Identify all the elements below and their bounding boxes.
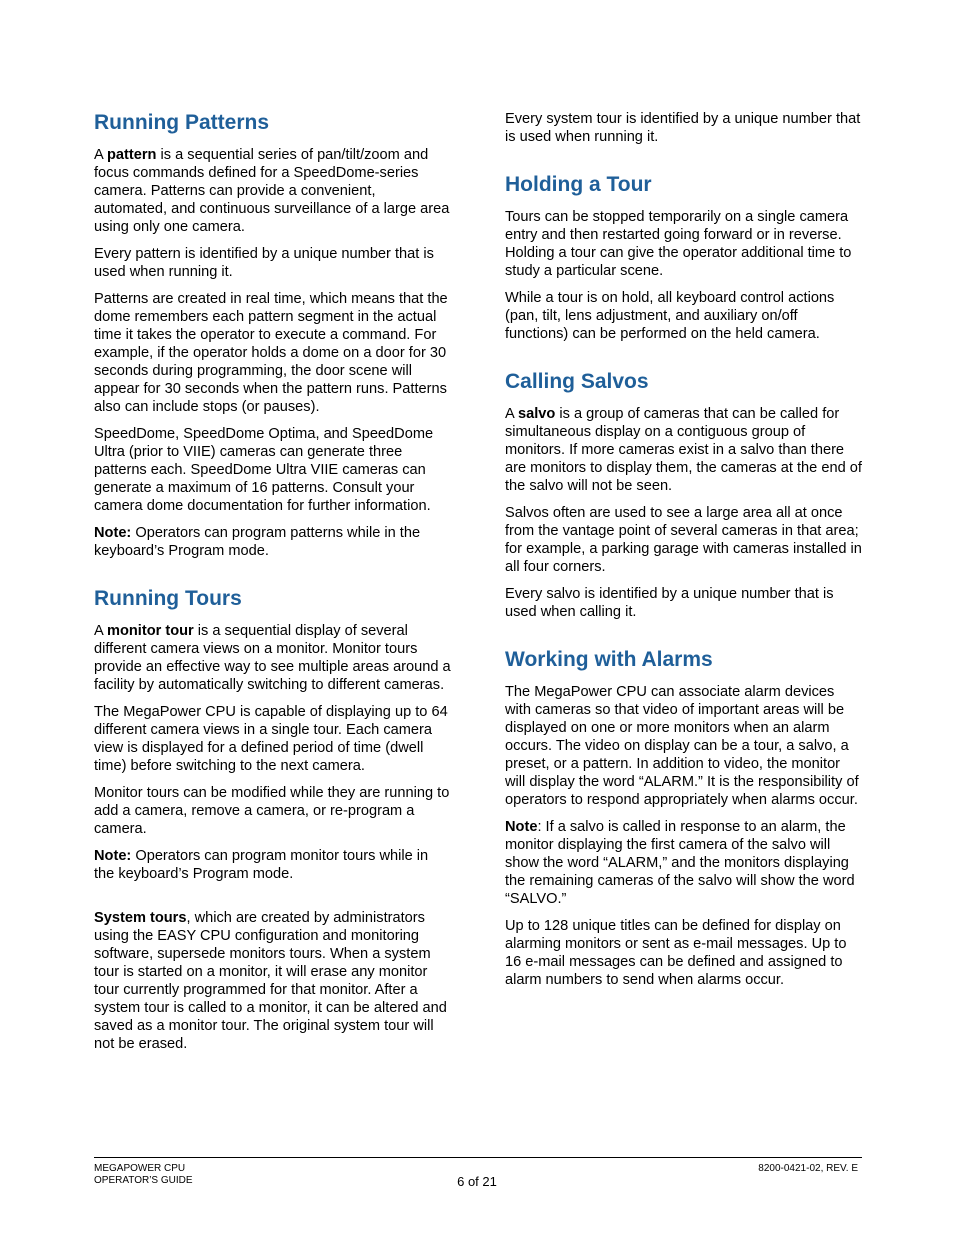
- footer-guide-name: OPERATOR’S GUIDE: [94, 1175, 193, 1186]
- document-number: 8200-0421-02, REV. E: [758, 1163, 858, 1174]
- right-column: [505, 110, 863, 1015]
- paragraph: [94, 847, 452, 883]
- paragraph: [94, 622, 452, 694]
- paragraph: [94, 290, 452, 416]
- paragraph-text: The MegaPower CPU is capable of displaying up to 64 different camera views in a single tour. Each camera view is displayed for a defined period of time (dwell time) before switching to the next camera.: [94, 704, 448, 774]
- paragraph-text: : If a salvo is called in response to an alarm, the monitor displaying the first camera of the salvo will show the word “ALARM,” and the monitors displaying the remaining cameras of the salvo will show the word “SALVO.”: [505, 819, 855, 907]
- paragraph: [94, 703, 452, 775]
- paragraph-text: Monitor tours can be modified while they are running to add a camera, remove a camera, or re-program a camera.: [94, 785, 450, 837]
- paragraph: [505, 208, 863, 280]
- paragraph: [505, 110, 863, 146]
- paragraph-text: Every salvo is identified by a unique number that is used when calling it.: [505, 586, 834, 620]
- paragraph-text: is a sequential display of several different camera views on a monitor. Monitor tours provide an effective way to see multiple areas around a facility by automatically switching to different cameras.: [94, 623, 451, 693]
- paragraph-text: Operators can program patterns while in the keyboard’s Program mode.: [94, 525, 421, 559]
- bold-term: pattern: [106, 147, 157, 163]
- paragraph: [505, 818, 863, 908]
- paragraph-text: is a group of cameras that can be called for simultaneous display on a contiguous group of monitors. If more cameras exist in a salvo than there are monitors to display them, the cameras at the end of the salvo will not be seen.: [505, 406, 862, 494]
- paragraph-text: is a sequential series of pan/tilt/zoom and focus commands defined for a SpeedDome-series camera. Patterns can provide a convenient, automated, and continuous surveillance of a large area using only one camera.: [94, 147, 450, 235]
- paragraph-text: A: [505, 406, 518, 422]
- section-running-tours: [94, 586, 452, 1053]
- paragraph-text: Patterns are created in real time, which means that the dome remembers each pattern segment in the actual time it takes the operator to execute a command. For example, if the operator holds a dome on a door for 30 seconds during programming, the door scene will appear for 30 seconds when the pattern runs. Patterns also can include stops (or pauses).: [94, 291, 448, 415]
- paragraph: [505, 289, 863, 343]
- paragraph-text: Every system tour is identified by a unique number that is used when running it.: [505, 111, 861, 145]
- paragraph: [505, 504, 863, 576]
- paragraph-text: A: [94, 147, 107, 163]
- section-heading: Working with Alarms: [505, 648, 713, 671]
- paragraph-text: Tours can be stopped temporarily on a single camera entry and then restarted going forward or in reverse. Holding a tour can give the operator additional time to study a particular scene.: [505, 209, 852, 279]
- paragraph: [505, 683, 863, 809]
- paragraph: [94, 909, 452, 1053]
- left-column: [94, 110, 452, 1079]
- bold-term: Note: [505, 819, 538, 835]
- paragraph-text: Salvos often are used to see a large area all at once from the vantage point of several cameras in that area; for example, a parking garage with cameras installed in all four corners.: [505, 505, 862, 575]
- footer-divider: [94, 1157, 862, 1158]
- paragraph-text: While a tour is on hold, all keyboard control actions (pan, tilt, lens adjustment, and auxiliary on/off functions) can be performed on the held camera.: [505, 290, 835, 342]
- section-heading: Running Patterns: [94, 111, 270, 134]
- paragraph-text: SpeedDome, SpeedDome Optima, and SpeedDome Ultra (prior to VIIE) cameras can generate three patterns each. SpeedDome Ultra VIIE cameras can generate a maximum of 16 patterns. Consult your camera dome documentation for further information.: [94, 426, 434, 514]
- bold-term: System tours: [94, 910, 187, 926]
- paragraph-text: , which are created by administrators using the EASY CPU configuration and monitoring software, supersede monitors tours. When a system tour is started on a monitor, it will erase any monitor tour currently programmed for that monitor. After a system tour is called to a monitor, it can be altered and saved as a monitor tour. The original system tour will not be erased.: [94, 910, 447, 1052]
- paragraph: [505, 917, 863, 989]
- paragraph: [94, 146, 452, 236]
- bold-term: salvo: [517, 406, 556, 422]
- section-working-with-alarms: [505, 647, 863, 989]
- footer-product-name: MEGAPOWER CPU: [94, 1163, 186, 1174]
- paragraph: [94, 784, 452, 838]
- section-calling-salvos: [505, 369, 863, 621]
- bold-term: monitor tour: [106, 623, 194, 639]
- paragraph-text: A: [94, 623, 107, 639]
- section-continued: [505, 110, 863, 146]
- section-heading: Holding a Tour: [505, 173, 652, 196]
- paragraph: [94, 524, 452, 560]
- paragraph: [505, 585, 863, 621]
- section-running-patterns: [94, 110, 452, 560]
- page-number: 6 of 21: [457, 1174, 497, 1189]
- bold-term: Note:: [94, 848, 132, 864]
- paragraph: [94, 245, 452, 281]
- paragraph-text: The MegaPower CPU can associate alarm devices with cameras so that video of important areas will be displayed on one or more monitors when an alarm occurs. The video on display can be a tour, a salvo, a preset, or a pattern. In addition to video, the monitor will display the word “ALARM.” It is the responsibility of operators to respond appropriately when alarms occur.: [505, 684, 859, 808]
- section-holding-a-tour: [505, 172, 863, 343]
- paragraph-text: Operators can program monitor tours while in the keyboard’s Program mode.: [94, 848, 429, 882]
- section-heading: Calling Salvos: [505, 370, 649, 393]
- paragraph-text: Every pattern is identified by a unique number that is used when running it.: [94, 246, 434, 280]
- paragraph-text: Up to 128 unique titles can be defined for display on alarming monitors or sent as e-mail messages. Up to 16 e-mail messages can be defined and assigned to alarm numbers to send when alarms occur.: [505, 918, 847, 988]
- section-heading: Running Tours: [94, 587, 242, 610]
- bold-term: Note:: [94, 525, 132, 541]
- paragraph: [94, 425, 452, 515]
- paragraph: [505, 405, 863, 495]
